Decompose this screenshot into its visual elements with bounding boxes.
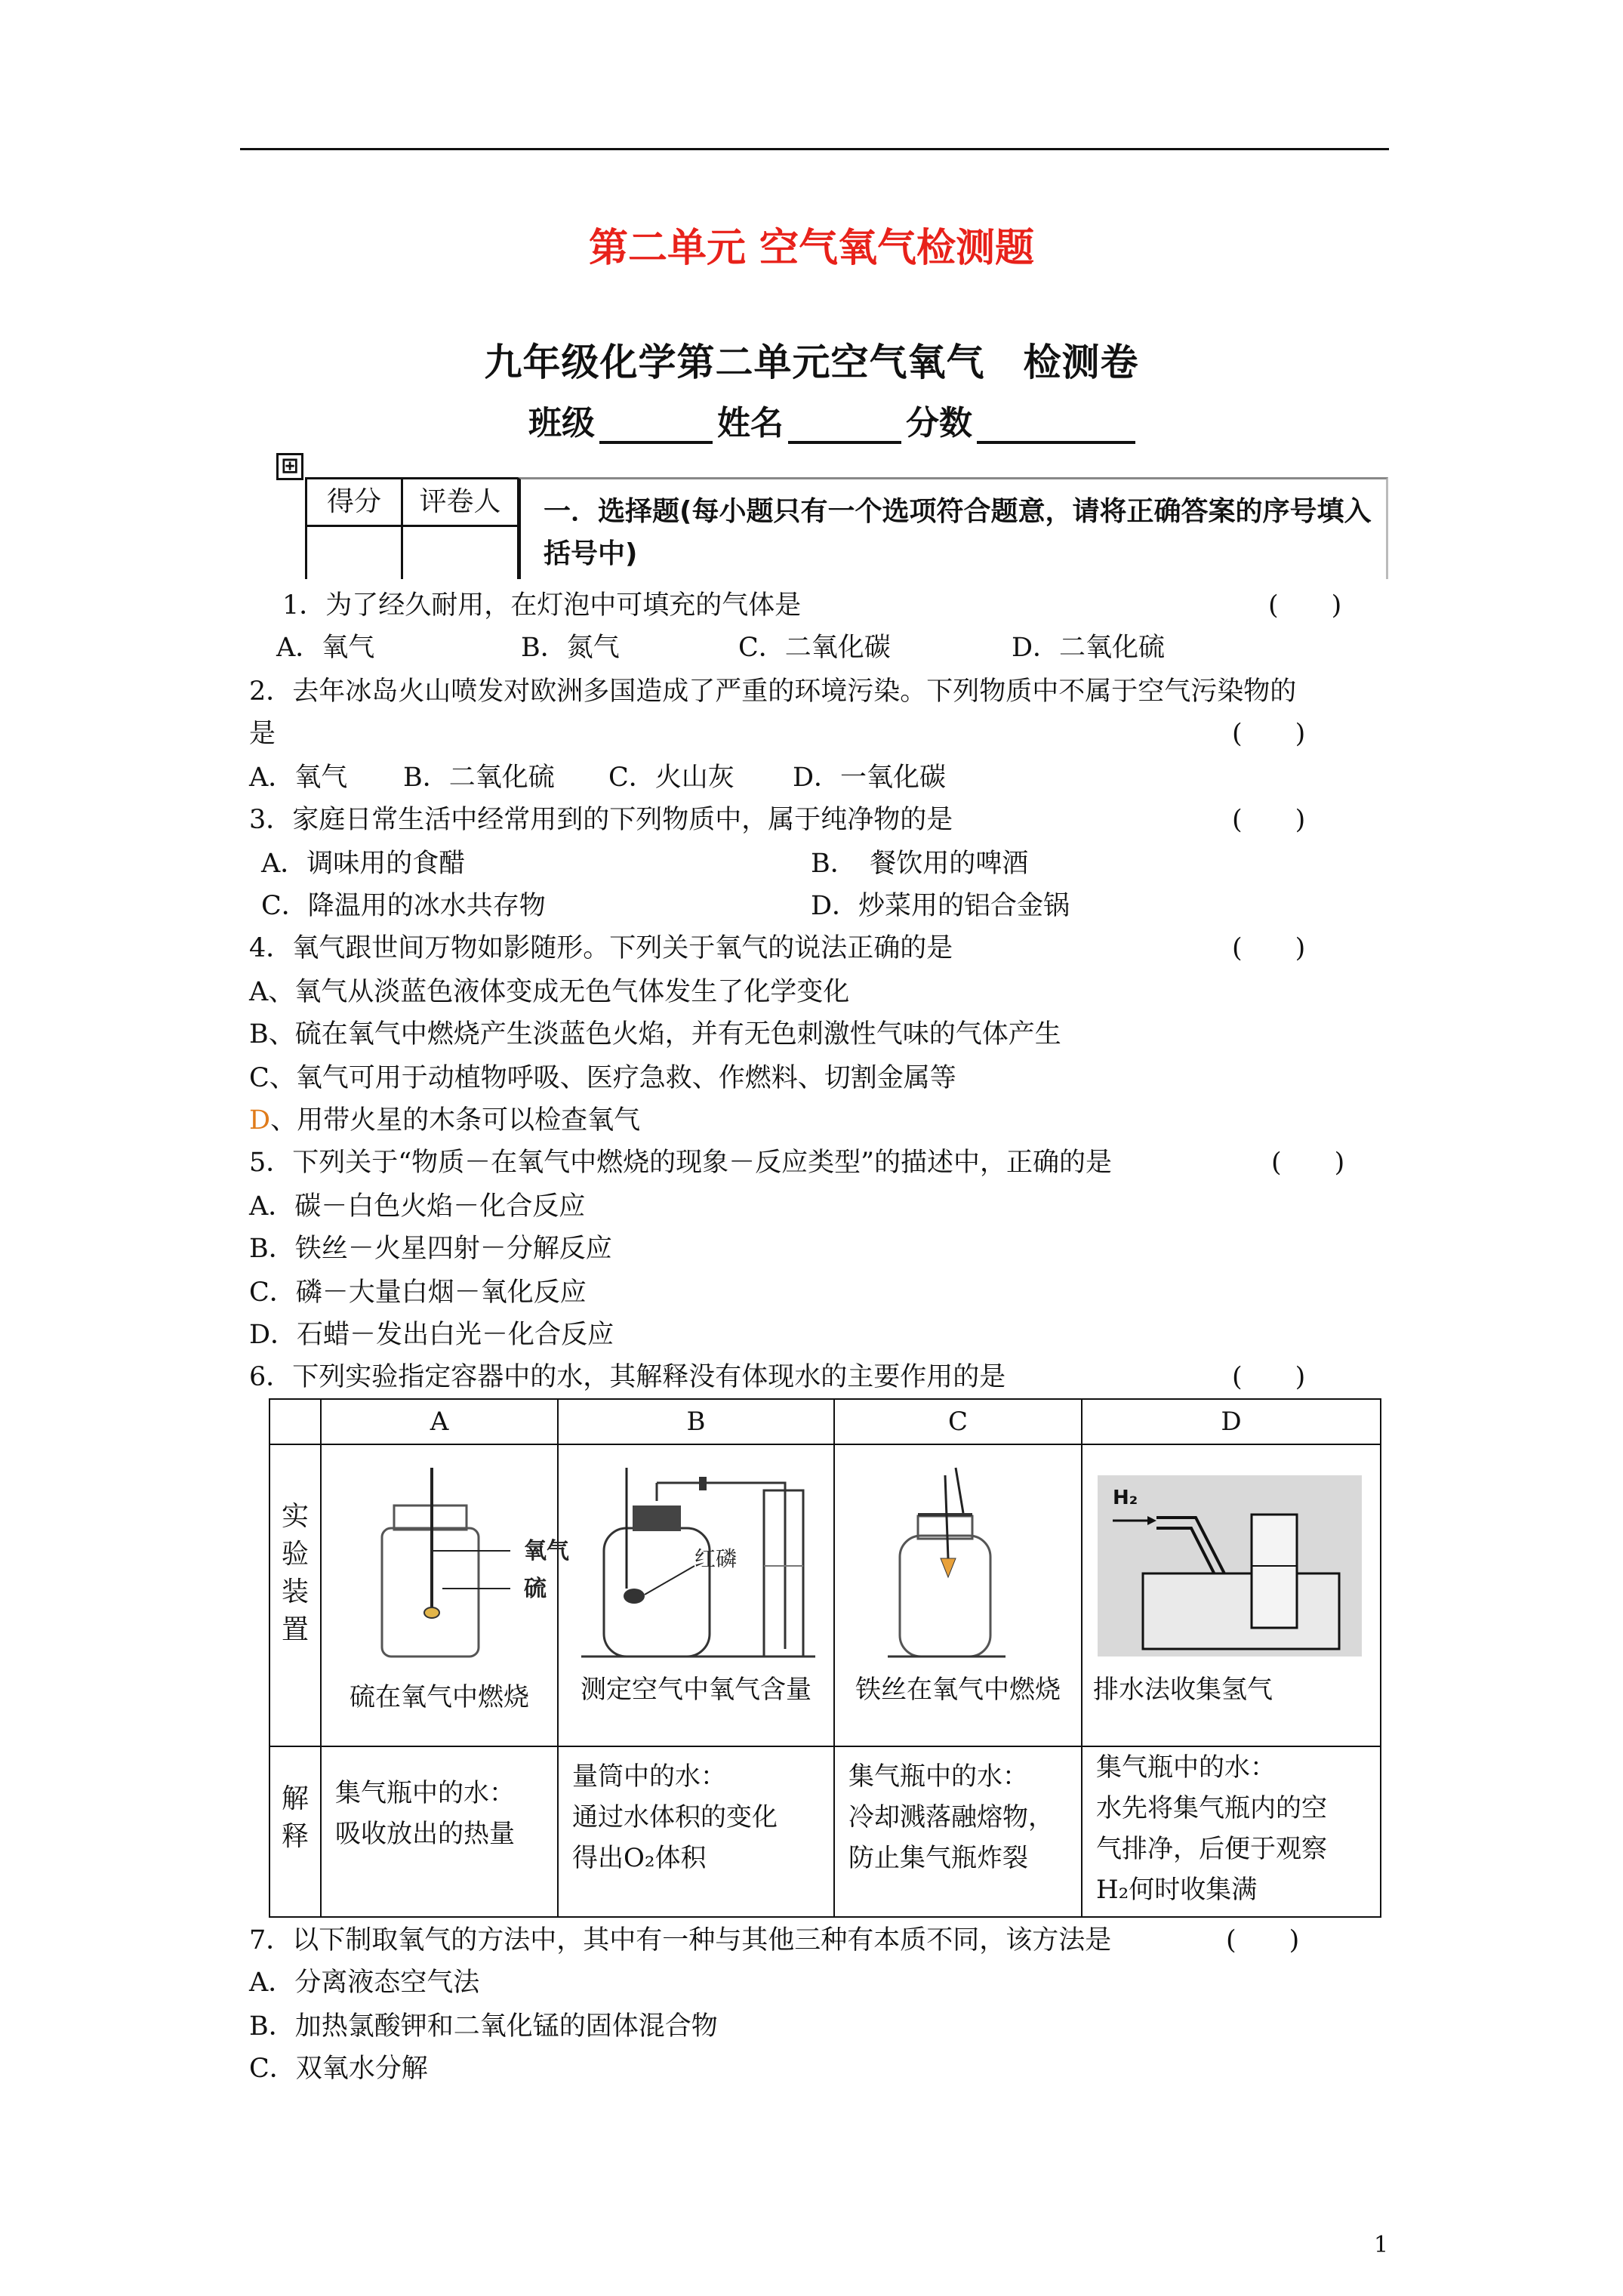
- q2-stem: 2．去年冰岛火山喷发对欧洲多国造成了严重的环境污染。下列物质中不属于空气污染物的: [249, 676, 1297, 707]
- table-header-d: D: [1082, 1399, 1381, 1444]
- q4-option-d: [249, 1104, 640, 1137]
- explanation-a-line2: 吸收放出的热量: [335, 1819, 515, 1849]
- explanation-d: [1082, 1746, 1381, 1917]
- score-table: [305, 477, 519, 579]
- q4-answer-paren[interactable]: ( ): [1232, 933, 1306, 963]
- score-cell-header: 得分: [307, 479, 403, 527]
- q1-answer-paren[interactable]: ( ): [1268, 590, 1342, 621]
- q1-option-a: A．氧气: [276, 633, 375, 663]
- q6-stem: 6．下列实验指定容器中的水，其解释没有体现水的主要作用的是: [249, 1362, 1006, 1392]
- label-sulfur: 硫: [524, 1576, 547, 1602]
- q3-option-c: C．降温用的冰水共存物: [261, 891, 546, 921]
- student-info-fields: [528, 396, 1140, 444]
- q1-option-d: D．二氧化硫: [1012, 633, 1166, 663]
- page-number: 1: [1374, 2232, 1389, 2258]
- explanation-a-line1: 集气瓶中的水：: [335, 1778, 515, 1808]
- explanation-b-line2: 通过水体积的变化: [572, 1802, 778, 1832]
- q2-option-b: B．二氧化硫: [403, 763, 555, 793]
- cell-apparatus-c: [834, 1444, 1082, 1746]
- q4-option-d-text: 、用带火星的木条可以检查氧气: [270, 1105, 641, 1136]
- explanation-c-line2: 冷却溅落融熔物，: [848, 1802, 1054, 1832]
- explanation-d-line3: 气排净，后便于观察: [1096, 1834, 1327, 1864]
- q7-option-a: A．分离液态空气法: [249, 1968, 480, 1998]
- name-blank[interactable]: [788, 409, 901, 444]
- caption-c: 铁丝在氧气中燃烧: [855, 1675, 1061, 1705]
- q1-stem: 1．为了经久耐用，在灯泡中可填充的气体是: [282, 590, 802, 621]
- q2-option-c: C．火山灰: [608, 763, 735, 793]
- score-table-divider: [401, 525, 403, 579]
- table-header-c: C: [834, 1399, 1082, 1444]
- iron-combustion-figure: [835, 1445, 1081, 1664]
- q5-option-b: B．铁丝－火星四射－分解反应: [249, 1234, 612, 1264]
- experiment-table: [269, 1398, 1381, 1918]
- q1-option-c: C．二氧化碳: [738, 633, 891, 663]
- q5-stem: 5．下列关于“物质－在氧气中燃烧的现象－反应类型”的描述中，正确的是: [249, 1148, 1113, 1178]
- explanation-b-line1: 量筒中的水：: [572, 1761, 726, 1792]
- q7-stem: 7．以下制取氧气的方法中，其中有一种与其他三种有本质不同，该方法是: [249, 1925, 1112, 1955]
- exam-subtitle: 九年级化学第二单元空气氧气 检测卷: [484, 341, 1139, 384]
- q3-option-d: D．炒菜用的铝合金锅: [811, 891, 1070, 921]
- q5-option-a: A．碳－白色火焰－化合反应: [249, 1191, 586, 1222]
- score-label: 分数: [906, 404, 972, 442]
- q2-answer-paren[interactable]: ( ): [1232, 719, 1306, 749]
- q2-stem-cont: 是: [249, 719, 276, 749]
- q5-option-c: C．磷－大量白烟－氧化反应: [249, 1277, 587, 1308]
- q7-option-c: C．双氧水分解: [249, 2054, 428, 2084]
- score-blank[interactable]: [977, 409, 1135, 444]
- q6-answer-paren[interactable]: ( ): [1232, 1362, 1306, 1392]
- name-label: 姓名: [717, 404, 784, 442]
- explanation-d-line2: 水先将集气瓶内的空: [1096, 1793, 1327, 1823]
- q3-option-a: A．调味用的食醋: [261, 849, 466, 879]
- q3-stem: 3．家庭日常生活中经常用到的下列物质中，属于纯净物的是: [249, 805, 953, 835]
- row-label-apparatus: 实验装置: [269, 1444, 321, 1746]
- row-label-explanation: 解释: [269, 1746, 321, 1917]
- q7-option-b: B．加热氯酸钾和二氧化锰的固体混合物: [249, 2011, 718, 2042]
- table-header-b: B: [558, 1399, 834, 1444]
- grader-cell-header: 评卷人: [403, 479, 517, 527]
- sulfur-combustion-figure: [322, 1445, 569, 1672]
- label-red-phosphorus: 红磷: [694, 1546, 738, 1571]
- label-oxygen: 氧气: [524, 1538, 569, 1564]
- q4-option-c: C、氧气可用于动植物呼吸、医疗急救、作燃料、切割金属等: [249, 1063, 956, 1093]
- q1-option-b: B．氮气: [521, 633, 620, 663]
- q4-option-d-letter: D: [249, 1105, 271, 1136]
- explanation-c-line1: 集气瓶中的水：: [848, 1761, 1028, 1792]
- q3-option-b: B． 餐饮用的啤酒: [811, 849, 1029, 879]
- class-label: 班级: [528, 404, 595, 442]
- caption-a: 硫在氧气中燃烧: [350, 1682, 529, 1712]
- explanation-d-line1: 集气瓶中的水：: [1096, 1752, 1276, 1783]
- page-title: 第二单元 空气氧气检测题: [588, 226, 1035, 271]
- class-blank[interactable]: [599, 409, 713, 444]
- cell-apparatus-a: [321, 1444, 569, 1746]
- section-heading: 一．选择题(每小题只有一个选项符合题意，请将正确答案的序号填入括号中): [544, 496, 1372, 569]
- caption-b: 测定空气中氧气含量: [581, 1675, 812, 1705]
- explanation-c-line3: 防止集气瓶炸裂: [848, 1843, 1028, 1873]
- oxygen-content-figure: [559, 1445, 833, 1664]
- table-corner-cell: [269, 1399, 321, 1444]
- q2-option-d: D．一氧化碳: [793, 763, 947, 793]
- explanation-b: [558, 1746, 834, 1917]
- explanation-a: [321, 1746, 558, 1917]
- q5-answer-paren[interactable]: ( ): [1271, 1148, 1345, 1178]
- header-rule: [240, 148, 1389, 150]
- expand-icon[interactable]: ⊞: [276, 453, 303, 480]
- q4-stem: 4．氧气跟世间万物如影随形。下列关于氧气的说法正确的是: [249, 933, 953, 963]
- q7-answer-paren[interactable]: ( ): [1226, 1925, 1300, 1955]
- cell-apparatus-b: [558, 1444, 834, 1746]
- hydrogen-collection-figure: [1083, 1445, 1380, 1664]
- q4-option-a: A、氧气从淡蓝色液体变成无色气体发生了化学变化: [249, 977, 850, 1007]
- q2-option-a: A．氧气: [249, 763, 348, 793]
- table-header-a: A: [321, 1399, 558, 1444]
- q3-answer-paren[interactable]: ( ): [1232, 805, 1306, 835]
- explanation-b-line3: 得出O₂体积: [572, 1843, 707, 1873]
- cell-apparatus-d: [1082, 1444, 1381, 1746]
- explanation-d-line4: H₂何时收集满: [1096, 1875, 1258, 1905]
- caption-d: 排水法收集氢气: [1093, 1675, 1273, 1705]
- q5-option-d: D．石蜡－发出白光－化合反应: [249, 1320, 614, 1350]
- label-h2: H₂: [1113, 1487, 1138, 1509]
- explanation-c: [834, 1746, 1082, 1917]
- q4-option-b: B、硫在氧气中燃烧产生淡蓝色火焰，并有无色刺激性气味的气体产生: [249, 1019, 1061, 1049]
